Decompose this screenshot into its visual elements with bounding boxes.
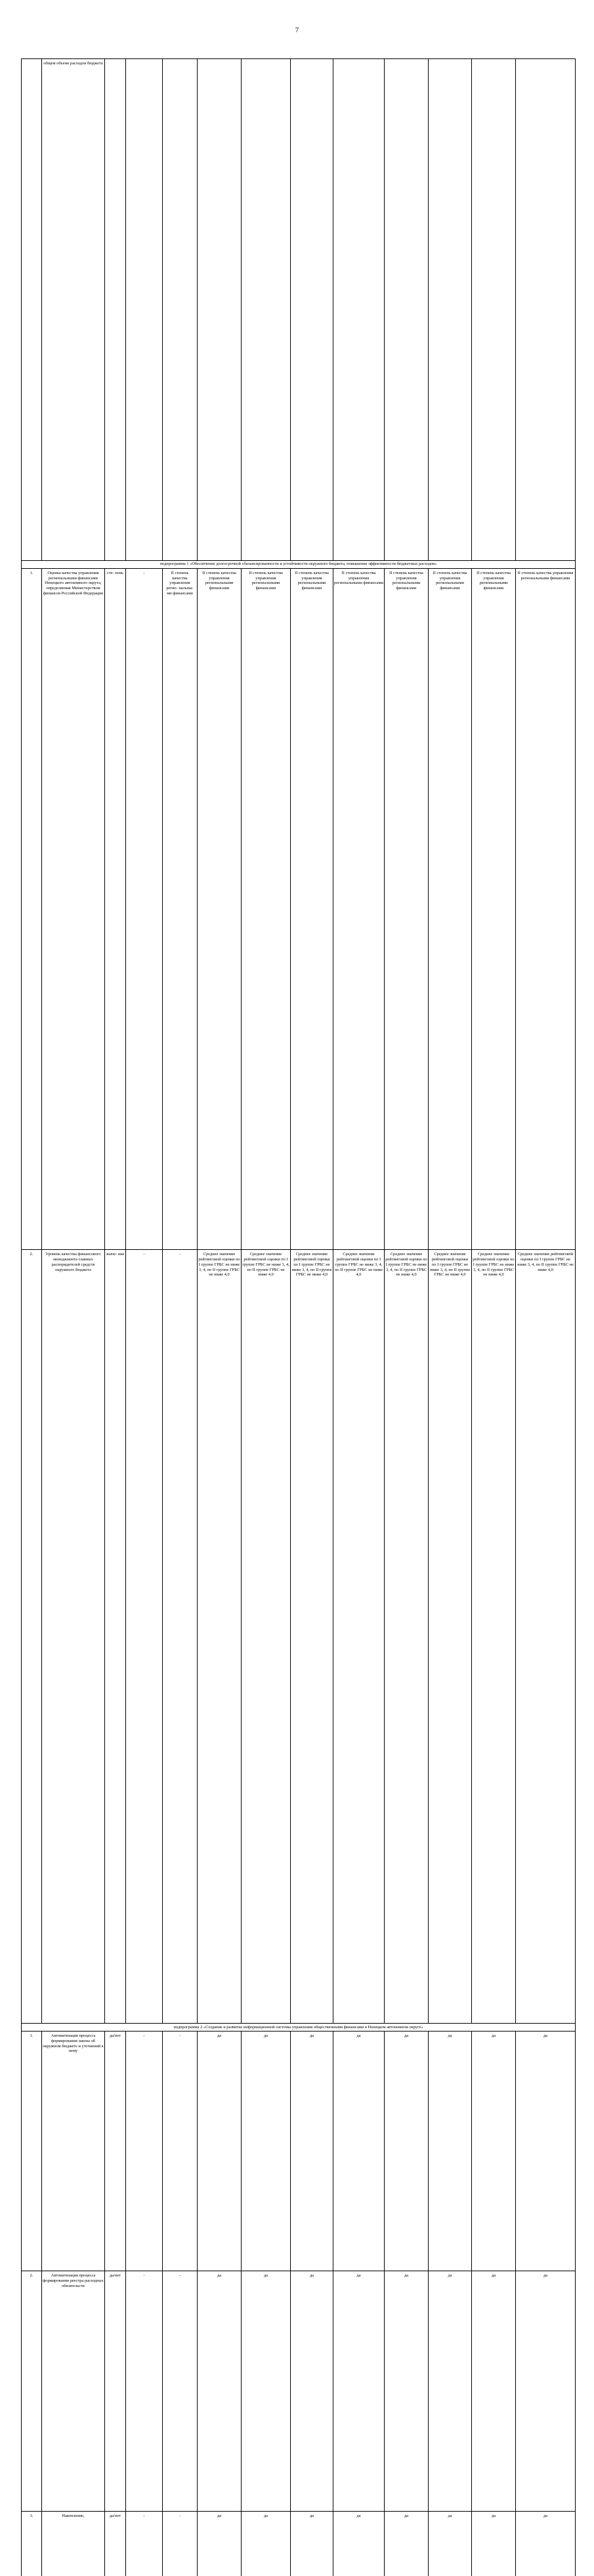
year-value-cell: II степень качества управления региональными финансами [429, 568, 472, 1249]
unit-cell [105, 59, 126, 561]
year-value-cell: Среднее значение рейтинговой оценки по I группе ГРБС не ниже 3, 4, по II группе ГРБС не ниже 4,0 [242, 1250, 291, 2024]
year-value-cell: Среднее значение рейтинговой оценки по I группе ГРБС не ниже 3, 4, по II группе ГРБС не ниже 4,0 [291, 1250, 333, 2024]
year-value-cell: да [516, 2031, 576, 2271]
year-value-cell: да [291, 2511, 333, 2576]
table-row [22, 2031, 576, 2271]
year-value-cell: II степень качества управления региональными финансами [333, 568, 385, 1249]
year-value-cell: Среднее значение рейтинговой оценки по I группе ГРБС не ниже 3, 4, по II группе ГРБС не ниже 4,0 [333, 1250, 385, 2024]
year-value-cell: да [333, 2511, 385, 2576]
year-value-cell [198, 59, 242, 561]
year-value-cell [242, 59, 291, 561]
indicator-name: Автоматизация процесса формирования реестра расходных обязательств [42, 2271, 105, 2511]
year-value-cell: да [385, 2271, 429, 2511]
indicator-name: Накопление, [42, 2511, 105, 2576]
year-value-cell [516, 59, 576, 561]
year-value-cell: да [333, 2031, 385, 2271]
value-cell: - [126, 2031, 163, 2271]
year-value-cell: да [333, 2271, 385, 2511]
year-value-cell: да [198, 2031, 242, 2271]
value-cell: - [163, 2031, 198, 2271]
value-cell: - [126, 1250, 163, 2024]
table-row [22, 568, 576, 1249]
row-number: 3. [22, 2511, 42, 2576]
subprogram-title: подпрограмма 1 «Обеспечение долгосрочной сбалансированности и устойчивости окружного бюджета, повышение эффективности бюджетных расходов» [22, 560, 576, 568]
value-cell: - [126, 568, 163, 1249]
year-value-cell: да [516, 2271, 576, 2511]
year-value-cell: да [291, 2271, 333, 2511]
year-value-cell: да [198, 2511, 242, 2576]
year-value-cell: да [516, 2511, 576, 2576]
unit-cell: да/нет [105, 2031, 126, 2271]
subprogram-row [22, 560, 576, 568]
row-number: 1. [22, 568, 42, 1249]
year-value-cell: да [198, 2271, 242, 2511]
year-value-cell: II степень качества управления региональными финансами [472, 568, 516, 1249]
year-value-cell: да [472, 2271, 516, 2511]
year-value-cell: II степень качества управления региональными финансами [385, 568, 429, 1249]
year-value-cell: да [429, 2511, 472, 2576]
row-number: 1. [22, 2031, 42, 2271]
year-value-cell [333, 59, 385, 561]
year-value-cell: да [242, 2271, 291, 2511]
unit-cell: да/нет [105, 2271, 126, 2511]
unit-cell: да/нет [105, 2511, 126, 2576]
year-value-cell: да [242, 2511, 291, 2576]
year-value-cell: да [429, 2031, 472, 2271]
unit-cell: значе- ние [105, 1250, 126, 2024]
indicator-name: общем объеме расходов бюджета [42, 59, 105, 561]
year-value-cell: II степень качества управления региональными финансами [242, 568, 291, 1249]
page-number: 7 [295, 26, 299, 34]
year-value-cell: Среднее значение рейтинговой оценки по I группе ГРБС не ниже 3, 4, по II группе ГРБС не ниже 4,0 [385, 1250, 429, 2024]
year-value-cell [385, 59, 429, 561]
year-value-cell: Среднее значение рейтинговой оценки по I группе ГРБС не ниже 3, 4, по II группе ГРБС не ниже 4,0 [472, 1250, 516, 2024]
year-value-cell [429, 59, 472, 561]
unit-cell: сте- пень [105, 568, 126, 1249]
year-value-cell: Среднее значение рейтинговой оценки по I группе ГРБС не ниже 3, 4, по II группе ГРБС не ниже 4,0 [429, 1250, 472, 2024]
indicator-name: Автоматизация процесса формирования закона об окружном бюджете и уточнений к нему [42, 2031, 105, 2271]
value-cell: - [126, 2271, 163, 2511]
table-row [22, 2271, 576, 2511]
value-cell: - [163, 2271, 198, 2511]
table-row [22, 2511, 576, 2576]
table-row [22, 59, 576, 561]
year-value-cell: II степень качества управления региональными финансами [291, 568, 333, 1249]
value-cell: - [163, 1250, 198, 2024]
year-value-cell: да [429, 2271, 472, 2511]
year-value-cell: II степень качества управления региональными финансами [516, 568, 576, 1249]
year-value-cell: да [385, 2031, 429, 2271]
indicators-table [21, 58, 576, 2576]
row-number: 2. [22, 1250, 42, 2024]
year-value-cell: да [472, 2031, 516, 2271]
year-value-cell: Среднее значение рейтинговой оценки по I группе ГРБС не ниже 3, 4, по II группе ГРБС не ниже 4,0 [516, 1250, 576, 2024]
row-number: 2. [22, 2271, 42, 2511]
value-cell [126, 59, 163, 561]
table-row [22, 1250, 576, 2024]
row-number [22, 59, 42, 561]
subprogram-row [22, 2023, 576, 2031]
year-value-cell: да [242, 2031, 291, 2271]
year-value-cell [472, 59, 516, 561]
year-value-cell: да [385, 2511, 429, 2576]
subprogram-title: подпрограмма 2 «Создание и развитие информационной системы управления общественными финансами в Ненецком автономном округе» [22, 2023, 576, 2031]
indicator-name: Уровень качества финансового менеджмента главных распорядителей средств окружного бюджета [42, 1250, 105, 2024]
year-value-cell: II степень качества управления региональными финансами [198, 568, 242, 1249]
value-cell: - [163, 2511, 198, 2576]
value-cell: II степень качества управления регио- нальны- ми финансами [163, 568, 198, 1249]
value-cell: - [126, 2511, 163, 2576]
year-value-cell: да [472, 2511, 516, 2576]
year-value-cell: Среднее значение рейтинговой оценки по I группе ГРБС не ниже 3, 4, по II группе ГРБС не ниже 4,0 [198, 1250, 242, 2024]
indicator-name: Оценка качества управления региональными финансами Ненецкого автономного округа, определяемая Министерством финансов Российской Федерации [42, 568, 105, 1249]
year-value-cell [291, 59, 333, 561]
year-value-cell: да [291, 2031, 333, 2271]
value-cell [163, 59, 198, 561]
